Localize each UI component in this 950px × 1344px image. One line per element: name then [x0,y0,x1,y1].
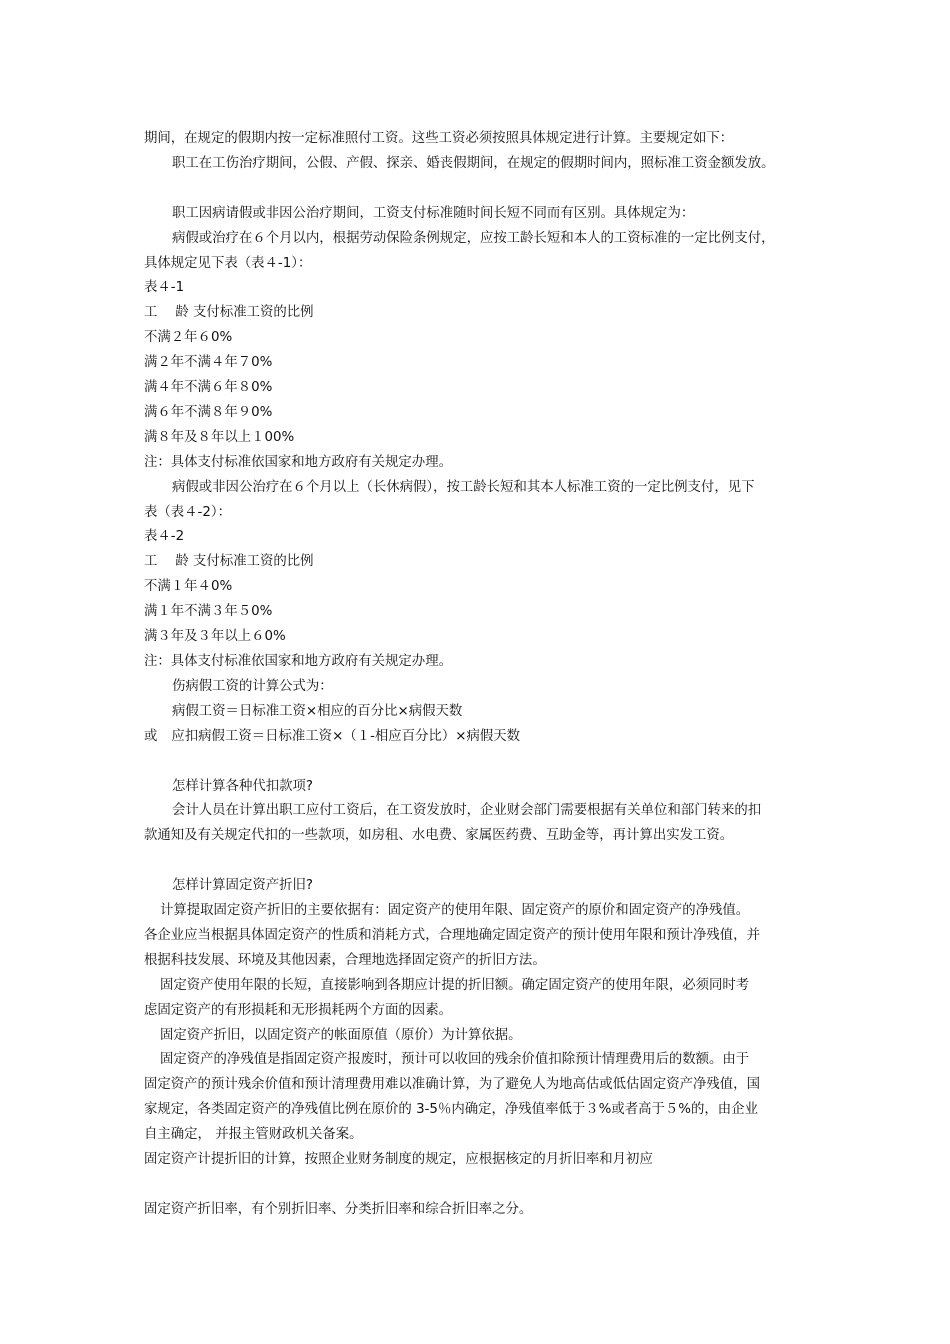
blank-line [144,750,820,775]
table-row: 满３年及３年以上６0% [144,629,286,645]
text-line: 固定资产折旧，以固定资产的帐面原值（原价）为计算依据。 [160,1027,522,1043]
text-line: 表（表４-2）： [144,504,231,520]
text-line: 虑固定资产的有形损耗和无形损耗两个方面的因素。 [144,1002,452,1018]
text-line: 职工在工伤治疗期间，公假、产假、探亲、婚丧假期间，在规定的假期时间内，照标准工资金额发放。 [172,155,775,171]
table-row: 不满１年４0% [144,579,233,595]
text-line: 职工因病请假或非因公治疗期间，工资支付标准随时间长短不同而有区别。具体规定为： [172,205,695,221]
table-note: 注：具体支付标准依国家和地方政府有关规定办理。 [144,654,452,670]
table-row: 满２年不满４年７0% [144,355,273,371]
table-title: 表４-2 [144,529,185,545]
text-line: 伤病假工资的计算公式为： [172,678,333,694]
text-line: 款通知及有关规定代扣的一些款项，如房租、水电费、家属医药费、互助金等，再计算出实发工资。 [144,828,734,844]
text-line: 具体规定见下表（表４-1）： [144,255,312,271]
table-row: 满６年不满８年９0% [144,404,273,420]
text-line: 家规定，各类固定资产的净残值比例在原价的 3-5％内确定，净残值率低于３%或者高于５%的，由企业 [144,1102,758,1118]
text-line: 固定资产计提折旧的计算，按照企业财务制度的规定，应根据核定的月折旧率和月初应 [144,1152,653,1168]
table-header-ling: 龄 [175,305,189,321]
text-line: 会计人员在计算出职工应付工资后，在工资发放时，企业财会部门需要根据有关单位和部门转来的扣 [172,803,762,819]
section-heading: 怎样计算各种代扣款项? [172,778,314,794]
text-line: 计算提取固定资产折旧的主要依据有：固定资产的使用年限、固定资产的原价和固定资产的净残值。 [160,903,750,919]
table-header-ratio: 支付标准工资的比例 [193,554,314,570]
table-row: 满１年不满３年５0% [144,604,273,620]
table-row: 满４年不满６年８0% [144,380,273,396]
text-line: 固定资产折旧率，有个别折旧率、分类折旧率和综合折旧率之分。 [144,1201,533,1217]
blank-line [144,1173,820,1198]
text-line: 固定资产的预计残余价值和预计清理费用难以准确计算，为了避免人为地高估或低估固定资产净残值，国 [144,1077,760,1093]
table-header [144,301,820,326]
text-line: 根据科技发展、环境及其他因素，合理地选择固定资产的折旧方法。 [144,952,546,968]
text-line: 固定资产的净残值是指固定资产报废时，预计可以收回的残余价值扣除预计情理费用后的数额。由于 [160,1052,750,1068]
text-line: 固定资产使用年限的长短，直接影响到各期应计提的折旧额。确定固定资产的使用年限，必须同时考 [160,977,750,993]
text-line: 自主确定， 并报主管财政机关备案。 [144,1127,363,1143]
table-row: 满８年及８年以上１00% [144,429,295,445]
text-line: 病假或治疗在６个月以内，根据劳动保险条例规定，应按工龄长短和本人的工资标准的一定比例支付， [172,230,775,246]
document-page [144,127,820,1223]
table-title: 表４-1 [144,280,185,296]
table-note: 注：具体支付标准依国家和地方政府有关规定办理。 [144,454,452,470]
text-line: 病假或非因公治疗在６个月以上（长休病假），按工龄长短和其本人标准工资的一定比例支付，见下 [172,479,755,495]
section-heading: 怎样计算固定资产折旧? [172,878,314,894]
formula-text: 应扣病假工资＝日标准工资×（１-相应百分比）×病假天数 [171,728,521,744]
formula-or: 或 [144,728,158,744]
formula-line: 病假工资＝日标准工资×相应的百分比×病假天数 [172,703,463,719]
formula-line [144,725,820,750]
table-header-ling: 龄 [175,554,189,570]
table-header-gong: 工 [144,554,158,570]
table-row: 不满２年６0% [144,330,233,346]
blank-line [144,177,820,202]
text-line: 期间，在规定的假期内按一定标准照付工资。这些工资必须按照具体规定进行计算。主要规定如下： [144,131,734,146]
blank-line [144,849,820,874]
table-header [144,550,820,575]
table-header-ratio: 支付标准工资的比例 [193,305,314,321]
table-header-gong: 工 [144,305,158,321]
text-line: 各企业应当根据具体固定资产的性质和消耗方式，合理地确定固定资产的预计使用年限和预计净残值，并 [144,927,760,943]
